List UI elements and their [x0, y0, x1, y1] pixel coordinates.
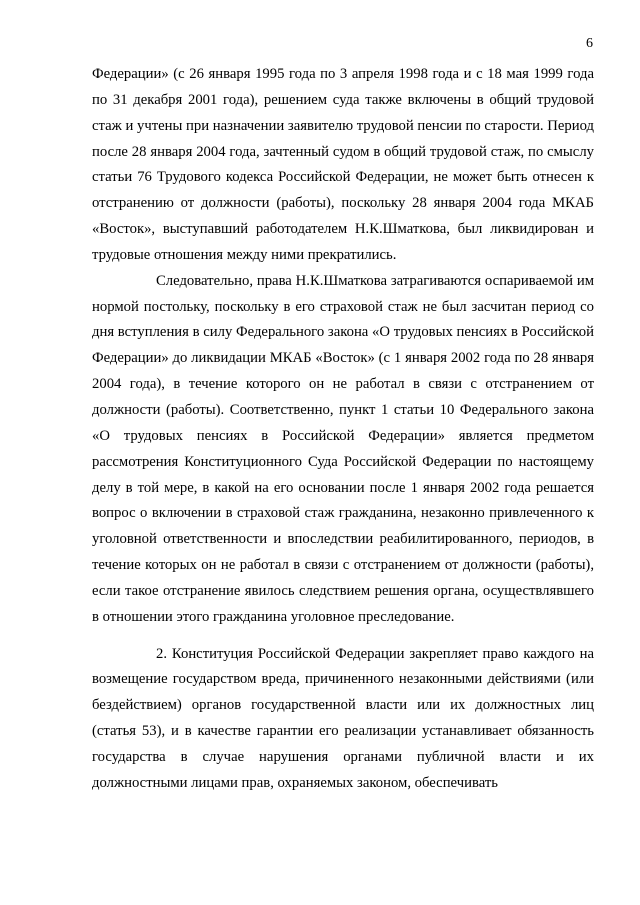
paragraph-continuation: Федерации» (с 26 января 1995 года по 3 апреля 1998 года и с 18 мая 1999 года по 31 декабря 2001 года), решением суда также включены в общий трудовой стаж и учтены при назначении заявителю трудовой пенсии по старости. Период после 28 января 2004 года, зачтенный судом в общий трудовой стаж, по смыслу статьи 76 Трудового кодекса Российской Федерации, не может быть отнесен к отстранению от должности (работы), поскольку 28 января 2004 года МКАБ «Восток», выступавший работодателем Н.К.Шматкова, был ликвидирован и трудовые отношения между ними прекратились. [92, 66, 594, 263]
paragraph-consequently: Следовательно, права Н.К.Шматкова затрагиваются оспариваемой им нормой постольку, поскольку в его страховой стаж не был засчитан период со дня вступления в силу Федерального закона «О трудовых пенсиях в Российской Федерации» до ликвидации МКАБ «Восток» (с 1 января 2002 года по 28 января 2004 года), в течение которого он не работал в связи с отстранением от должности (работы). Соответственно, пункт 1 статьи 10 Федерального закона «О трудовых пенсиях в Российской Федерации» является предметом рассмотрения Конституционного Суда Российской Федерации по настоящему делу в той мере, в какой на его основании после 1 января 2002 года решается вопрос о включении в страховой стаж гражданина, незаконно привлеченного к уголовной ответственности и впоследствии реабилитированного, периодов, в течение которых он не работал в связи с отстранением от должности (работы), если такое отстранение явилось следствием решения органа, осуществлявшего в отношении этого гражданина уголовное преследование. [92, 272, 594, 625]
document-body [92, 62, 594, 797]
paragraph-section-2: 2. Конституция Российской Федерации закрепляет право каждого на возмещение государством вреда, причиненного незаконными действиями (или бездействием) органов государственной власти или их должностных лиц (статья 53), и в качестве гарантии его реализации устанавливает обязанность государства в случае нарушения органами публичной власти и их должностными лицами прав, охраняемых законом, обеспечивать [92, 645, 594, 791]
page-number: 6 [586, 36, 593, 51]
